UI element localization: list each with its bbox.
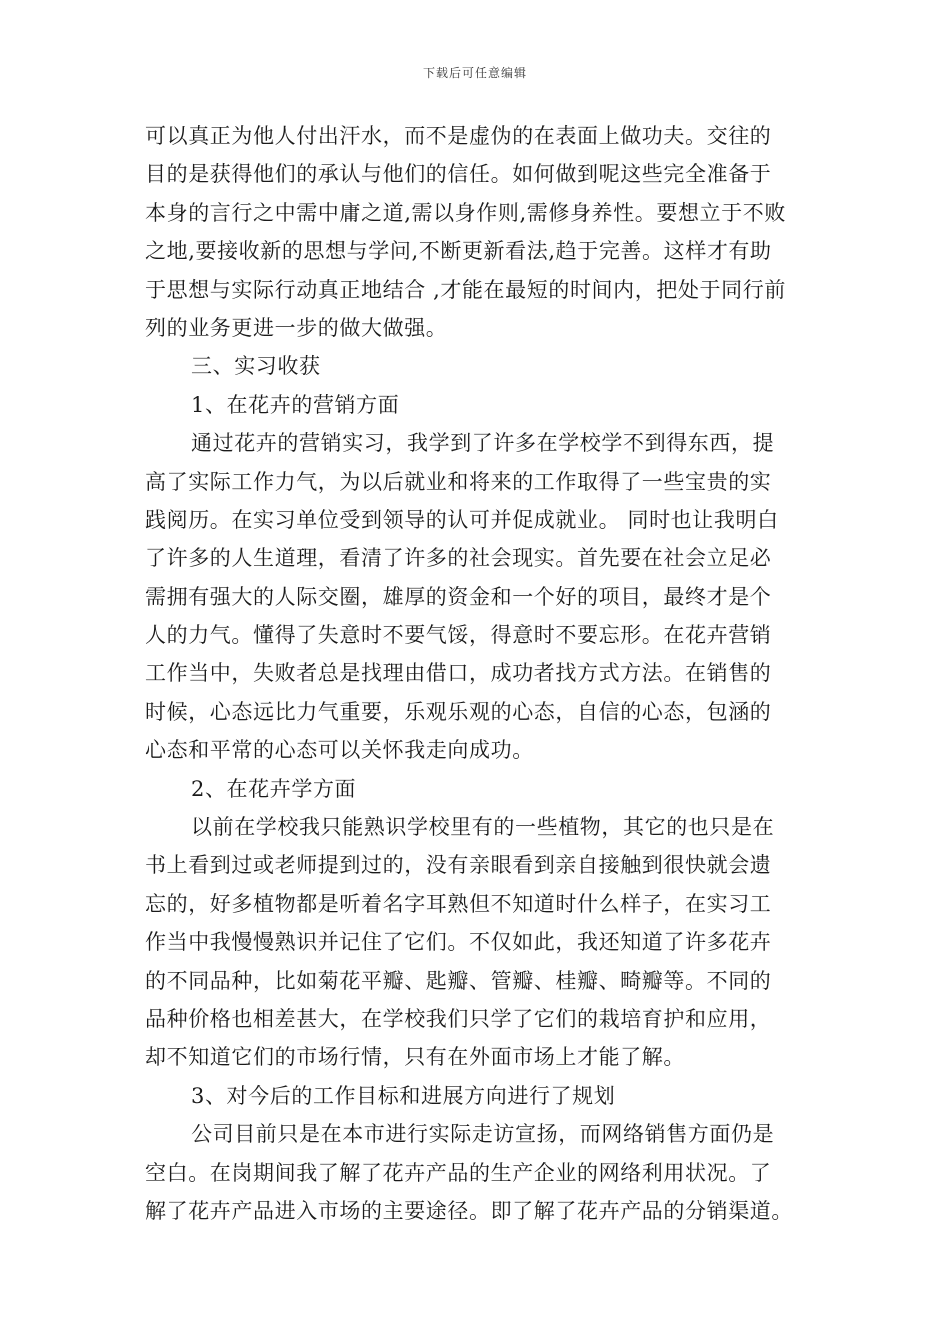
subsection-heading: 2、在花卉学方面 <box>191 776 357 801</box>
document-body <box>145 117 825 1230</box>
text-line: 列的业务更进一步的做大做强。 <box>145 315 448 340</box>
text-line: 践阅历。在实习单位受到领导的认可并促成就业。 同时也让我明白 <box>145 507 779 532</box>
page-header: 下载后可任意编辑 <box>422 66 527 80</box>
text-line: 书上看到过或老师提到过的，没有亲眼看到亲自接触到很快就会遗 <box>145 853 772 878</box>
text-line: 品种价格也相差甚大，在学校我们只学了它们的栽培育护和应用， <box>145 1006 772 1031</box>
text-line: 需拥有强大的人际交圈，雄厚的资金和一个好的项目，最终才是个 <box>145 584 772 609</box>
text-line: 人的力气。懂得了失意时不要气馁，得意时不要忘形。在花卉营销 <box>145 623 772 648</box>
section-heading: 三、实习收获 <box>191 354 321 379</box>
text-line: 却不知道它们的市场行情，只有在外面市场上才能了解。 <box>145 1045 685 1070</box>
text-line: 时候，心态远比力气重要，乐观乐观的心态，自信的心态，包涵的 <box>145 699 772 724</box>
subsection-heading: 3、对今后的工作目标和进展方向进行了规划 <box>191 1083 616 1108</box>
paragraph-first-line: 以前在学校我只能熟识学校里有的一些植物，其它的也只是在 <box>191 815 775 840</box>
text-line: 空白。在岗期间我了解了花卉产品的生产企业的网络利用状况。了 <box>145 1160 772 1185</box>
text-line: 可以真正为他人付出汗水，而不是虚伪的在表面上做功夫。交往的 <box>145 124 772 148</box>
text-line: 目的是获得他们的承认与他们的信任。如何做到呢这些完全准备于 <box>145 162 772 187</box>
text-line: 高了实际工作力气，为以后就业和将来的工作取得了一些宝贵的实 <box>145 469 772 494</box>
paragraph-first-line: 公司目前只是在本市进行实际走访宣扬，而网络销售方面仍是 <box>191 1122 775 1147</box>
text-line: 心态和平常的心态可以关怀我走向成功。 <box>145 738 534 763</box>
text-line: 解了花卉产品进入市场的主要途径。即了解了花卉产品的分销渠道。 <box>145 1198 793 1223</box>
text-line: 了许多的人生道理，看清了许多的社会现实。首先要在社会立足必 <box>145 546 772 571</box>
text-line: 工作当中，失败者总是找理由借口，成功者找方式方法。在销售的 <box>145 661 772 686</box>
paragraph-first-line: 通过花卉的营销实习，我学到了许多在学校学不到得东西，提 <box>191 431 775 456</box>
text-line: 忘的，好多植物都是听着名字耳熟但不知道时什么样子，在实习工 <box>145 891 772 916</box>
text-line: 的不同品种，比如菊花平瓣、匙瓣、管瓣、桂瓣、畸瓣等。不同的 <box>145 968 772 993</box>
text-line: 之地,要接收新的思想与学问,不断更新看法,趋于完善。这样才有助 <box>145 239 772 264</box>
text-line: 作当中我慢慢熟识并记住了它们。不仅如此，我还知道了许多花卉 <box>145 930 772 955</box>
text-line: 本身的言行之中需中庸之道,需以身作则,需修身养性。要想立于不败 <box>145 200 786 225</box>
subsection-heading: 1、在花卉的营销方面 <box>191 392 400 417</box>
text-line: 于思想与实际行动真正地结合 ,才能在最短的时间内，把处于同行前 <box>145 277 786 302</box>
